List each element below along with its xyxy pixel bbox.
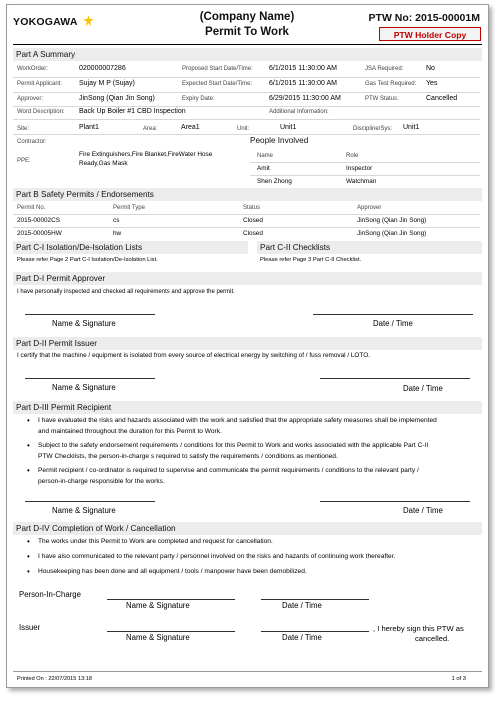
expected-start-value: 6/1/2015 11:30:00 AM [269,80,337,87]
applicant-value: Sujay M P (Sujay) [79,80,135,87]
unit-value: Unit1 [280,124,297,131]
row-line [13,134,480,135]
people-involved-title: People Involved [250,136,309,145]
recipient-bullet [38,441,478,462]
status-value: Cancelled [426,95,458,102]
name-signature-label: Name & Signature [126,601,190,610]
name-signature-label: Name & Signature [52,383,116,392]
permit-no-cell: 2015-00005HW [17,230,62,237]
jsa-value: No [426,65,435,72]
copy-label: PTW Holder Copy [393,30,467,40]
approver-value: JinSong (Qian Jin Song) [79,95,155,102]
description-label: Word Description: [17,109,65,115]
row-line [13,119,480,120]
ppe-value-line1: Fire Extinguishers,Fire Blanket,FireWater Hose [79,151,213,158]
proposed-start-label: Proposed Start Date/Time: [182,66,253,72]
status-label: PTW Status: [365,96,399,102]
signature-line [107,599,235,600]
part-c1-text: Please refer Page 2 Part C-I Isolation/De-Isolation List. [17,257,158,263]
date-line [261,599,369,600]
signature-line [25,501,155,502]
bullet-text: • Subject to the safety endorsement requirements / conditions for this Permit to Work and works associated with the applicable Part C-II [38,442,429,449]
logo-text: YOKOGAWA [13,16,78,28]
part-c2-text: Please refer Page 3 Part C-II Checklist. [260,257,362,263]
person-name: Shen Zhong [257,178,292,185]
people-name-col: Name [257,153,274,159]
proposed-start-value: 6/1/2015 11:30:00 AM [269,65,337,72]
page-title: Permit To Work [205,26,289,38]
part-d1-header: Part D-I Permit Approver [13,272,482,285]
site-value: Plant1 [79,124,99,131]
page-number: 1 of 3 [451,676,466,682]
signature-line [107,631,235,632]
row-line [250,162,480,163]
completion-bullet: • The works under this Permit to Work are completed and request for cancellation. [38,537,273,548]
permit-approver-cell: JinSong (Qian Jin Song) [357,217,427,224]
date-line [320,501,470,502]
contractor-label: Contractor: [17,139,47,145]
completion-bullet: • I have also communicated to the relevant party / personnel involved on the risks and hazards of continuing work thereafter. [38,552,395,563]
permit-no-cell: 2015-00002CS [17,217,60,224]
cancel-sign-text-line2: cancelled. [415,634,450,643]
signature-line [25,314,155,315]
ptw-number: PTW No: 2015-00001M [368,12,480,24]
part-d1-text: I have personally inspected and checked all requirements and approve the permit. [17,289,235,295]
footer-divider [13,671,482,672]
col-permit-type: Permit Type [113,205,145,211]
permit-page [6,4,489,688]
part-c2-header: Part C-II Checklists [257,241,482,254]
recipient-bullet [38,466,478,487]
jsa-label: JSA Required: [365,66,404,72]
company-logo [13,12,94,30]
row-line [13,92,480,93]
col-approver: Approver [357,205,382,211]
bullet-text: and maintained throughout the duration for this Permit to Work. [38,427,222,435]
expected-start-label: Expected Start Date/Time: [182,81,253,87]
description-value: Back Up Boiler #1 CBD Inspection [79,108,186,115]
date-line [261,631,369,632]
logo-star-icon [83,15,94,26]
person-in-charge-label: Person-In-Charge [19,590,81,599]
row-line [13,214,480,215]
expiry-value: 6/29/2015 11:30:00 AM [269,95,341,102]
date-time-label: Date / Time [282,633,322,642]
header-divider [13,44,482,45]
work-order-label: WorkOrder: [17,66,48,72]
permit-status-cell: Closed [243,217,263,224]
name-signature-label: Name & Signature [126,633,190,642]
name-signature-label: Name & Signature [52,506,116,515]
copy-badge [379,27,481,41]
permit-approver-cell: JinSong (Qian Jin Song) [357,230,427,237]
permit-type-cell: cs [113,217,120,224]
recipient-bullet [38,416,478,437]
discipline-value: Unit1 [403,124,420,131]
person-role: Inspector [346,165,373,172]
gas-test-label: Gas Test Required: [365,81,417,87]
ppe-label: PPE: [17,158,31,164]
part-d2-header: Part D-II Permit Issuer [13,337,482,350]
completion-bullet: • Housekeeping has been done and all equipment / tools / manpower have been demobilized. [38,567,307,578]
row-line [13,227,480,228]
row-line [13,77,480,78]
date-time-label: Date / Time [282,601,322,610]
person-role: Watchman [346,178,377,185]
area-value: Area1 [181,124,200,131]
bullet-text: person-in-charge responsible for the works. [38,477,165,485]
person-name: Amit [257,165,270,172]
gas-test-value: Yes [426,80,438,87]
permit-type-cell: hw [113,230,122,237]
name-signature-label: Name & Signature [52,319,116,328]
part-a-header: Part A Summary [13,48,482,61]
area-label: Area: [143,126,158,132]
bullet-text: PTW Checklists, the person-in-charge s required to satisfy the requirements / conditions as mentioned. [38,452,338,460]
additional-info-label: Additional Information: [269,109,329,115]
ppe-value-line2: Ready,Gas Mask [79,160,128,167]
approver-label: Approver: [17,96,44,102]
part-d2-text: I certify that the machine / equipment is isolated from every source of electrical energy by switching of / fuss removal / LOTO. [17,352,370,359]
col-status: Status [243,205,261,211]
date-time-label: Date / Time [403,384,443,393]
work-order-value: 020000007286 [79,65,126,72]
printed-on: Printed On : 22/07/2015 13:18 [17,676,92,682]
site-label: Site: [17,126,30,132]
bullet-text: • Permit recipient / co-ordinator is required to supervise and communicate the permit requirements / conditions to the relevant party / [38,467,419,474]
expiry-label: Expiry Date: [182,96,215,102]
discipline-label: Discipline/Sys: [353,126,393,132]
row-line [250,175,480,176]
part-d3-header: Part D-III Permit Recipient [13,401,482,414]
permit-status-cell: Closed [243,230,263,237]
col-permit-no: Permit No. [17,205,46,211]
date-time-label: Date / Time [403,506,443,515]
issuer-label: Issuer [19,623,41,632]
cancel-sign-text-line1: , I hereby sign this PTW as [373,624,464,633]
part-d4-header: Part D-IV Completion of Work / Cancellation [13,522,482,535]
date-time-label: Date / Time [373,319,413,328]
date-line [313,314,473,315]
bullet-text: • I have evaluated the risks and hazards associated with the work and satisfied that the appropriate safety measures shall be implemented [38,417,437,424]
applicant-label: Permit Applicant: [17,81,63,87]
signature-line [25,378,155,379]
company-name: (Company Name) [199,11,295,23]
part-b-header: Part B Safety Permits / Endorsements [13,188,482,201]
row-line [13,106,480,107]
unit-label: Unit: [237,126,250,132]
part-c1-header: Part C-I Isolation/De-Isolation Lists [13,241,248,254]
people-role-col: Role [346,153,359,159]
date-line [320,378,470,379]
